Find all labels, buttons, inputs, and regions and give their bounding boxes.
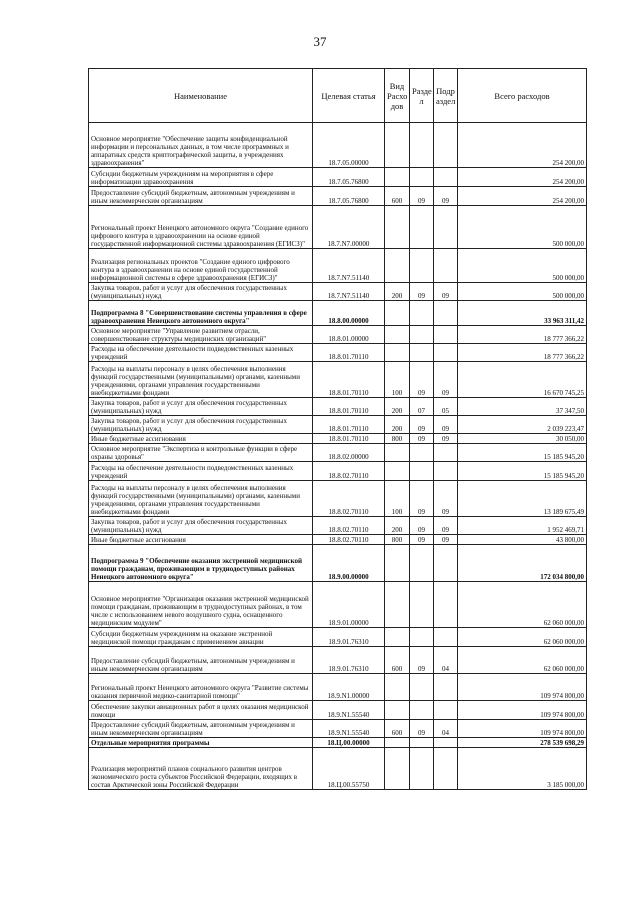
row-total: 3 185 000,00	[458, 748, 587, 790]
row-subsection	[434, 748, 458, 790]
row-target-article: 18.8.02.70110	[313, 517, 385, 535]
row-name: Расходы на выплаты персоналу в целях обеспечения выполнения функций государственными (муниципальными) органами, казенными учреждениями, органами управления государственными внебюджетными фондами	[89, 362, 313, 398]
row-subsection	[434, 628, 458, 647]
row-name: Закупка товаров, работ и услуг для обеспечения государственных (муниципальных) нужд	[89, 283, 313, 301]
header-total-expenses: Всего расходов	[458, 69, 587, 123]
row-section: 07	[410, 398, 434, 416]
row-name: Обеспечение закупки авиационных работ в целях оказания медицинской помощи	[89, 701, 313, 720]
row-expense-type	[385, 206, 410, 249]
row-section	[410, 206, 434, 249]
row-total: 62 060 000,00	[458, 647, 587, 674]
row-name: Закупка товаров, работ и услуг для обеспечения государственных (муниципальных) нужд	[89, 398, 313, 416]
row-subsection: 09	[434, 283, 458, 301]
row-target-article: 18.7.05.00000	[313, 123, 385, 168]
row-total: 33 963 311,42	[458, 301, 587, 326]
table-row	[89, 444, 587, 462]
row-total: 18 777 366,22	[458, 344, 587, 362]
row-subsection	[434, 123, 458, 168]
table-row	[89, 701, 587, 720]
row-name: Иные бюджетные ассигнования	[89, 434, 313, 444]
table-row	[89, 249, 587, 283]
row-total: 37 347,50	[458, 398, 587, 416]
row-name: Региональный проект Ненецкого автономного округа "Развитие системы оказания первичной медико-санитарной помощи"	[89, 674, 313, 701]
row-name: Региональный проект Ненецкого автономного округа "Создание единого цифрового контура в здравоохранении на основе единой государственной информационной системы здравоохранения (ЕГИСЗ)"	[89, 206, 313, 249]
table-row	[89, 187, 587, 206]
row-subsection	[434, 168, 458, 187]
row-section	[410, 674, 434, 701]
row-target-article: 18.8.01.70110	[313, 398, 385, 416]
row-expense-type	[385, 462, 410, 481]
row-subsection: 09	[434, 517, 458, 535]
row-name: Отдельные мероприятия программы	[89, 738, 313, 748]
row-total: 30 050,00	[458, 434, 587, 444]
row-target-article: 18.8.02.00000	[313, 444, 385, 462]
row-name: Расходы на обеспечение деятельности подведомственных казенных учреждений	[89, 344, 313, 362]
row-expense-type	[385, 301, 410, 326]
row-section	[410, 462, 434, 481]
row-name: Основное мероприятие "Управление развитием отрасли, совершенствование структуры медицинских организаций"	[89, 326, 313, 344]
row-name: Основное мероприятие "Экспертиза и контрольные функции в сфере охраны здоровья"	[89, 444, 313, 462]
row-subsection	[434, 545, 458, 582]
row-subsection	[434, 344, 458, 362]
row-subsection: 09	[434, 416, 458, 434]
row-name: Предоставление субсидий бюджетным, автономным учреждениям и иным некоммерческим организациям	[89, 187, 313, 206]
row-target-article: 18.7.N7.51140	[313, 249, 385, 283]
row-name: Реализация мероприятий планов социального развития центров экономического роста субъектов Российской Федерации, входящих в состав Арктической зоны Российской Федерации	[89, 748, 313, 790]
row-subsection	[434, 462, 458, 481]
row-subsection: 09	[434, 362, 458, 398]
table-row	[89, 462, 587, 481]
row-target-article: 18.9.01.76310	[313, 628, 385, 647]
row-expense-type: 200	[385, 283, 410, 301]
table-row	[89, 283, 587, 301]
row-total: 16 670 745,25	[458, 362, 587, 398]
row-name: Иные бюджетные ассигнования	[89, 535, 313, 545]
row-target-article: 18.9.01.00000	[313, 582, 385, 628]
row-total: 254 200,00	[458, 187, 587, 206]
row-expense-type	[385, 674, 410, 701]
row-section: 09	[410, 647, 434, 674]
row-section	[410, 748, 434, 790]
table-row	[89, 416, 587, 434]
page-number: 37	[313, 34, 327, 49]
row-expense-type	[385, 344, 410, 362]
table-row	[89, 481, 587, 517]
row-section	[410, 344, 434, 362]
row-expense-type: 800	[385, 535, 410, 545]
row-section	[410, 249, 434, 283]
row-expense-type: 200	[385, 517, 410, 535]
row-target-article: 18.8.02.70110	[313, 462, 385, 481]
table-row	[89, 301, 587, 326]
row-target-article: 18.Ц.00.00000	[313, 738, 385, 748]
row-total: 15 185 945,20	[458, 444, 587, 462]
row-section: 09	[410, 362, 434, 398]
row-target-article: 18.7.05.76800	[313, 168, 385, 187]
row-section	[410, 444, 434, 462]
row-name: Закупка товаров, работ и услуг для обеспечения государственных (муниципальных) нужд	[89, 416, 313, 434]
row-target-article: 18.9.01.76310	[313, 647, 385, 674]
table-row	[89, 398, 587, 416]
header-name: Наименование	[89, 69, 313, 123]
row-target-article: 18.8.01.70110	[313, 434, 385, 444]
table-row	[89, 344, 587, 362]
row-section: 09	[410, 481, 434, 517]
row-total: 172 034 800,00	[458, 545, 587, 582]
row-section	[410, 701, 434, 720]
row-subsection: 04	[434, 647, 458, 674]
row-subsection: 09	[434, 535, 458, 545]
row-section	[410, 545, 434, 582]
row-name: Закупка товаров, работ и услуг для обеспечения государственных (муниципальных) нужд	[89, 517, 313, 535]
row-section	[410, 738, 434, 748]
row-section	[410, 326, 434, 344]
header-section: Разде л	[410, 69, 434, 123]
row-target-article: 18.8.02.70110	[313, 535, 385, 545]
table-row	[89, 535, 587, 545]
row-section: 09	[410, 517, 434, 535]
row-name: Основное мероприятие "Организация оказания экстренной медицинской помощи гражданам, проживающим в труднодоступных районах, в том числе с использованием невого воздушного судна, оснащенного медицинским модулем"	[89, 582, 313, 628]
row-expense-type: 200	[385, 416, 410, 434]
row-total: 109 974 800,00	[458, 720, 587, 738]
row-section	[410, 628, 434, 647]
row-section: 09	[410, 434, 434, 444]
table-row	[89, 582, 587, 628]
row-subsection	[434, 301, 458, 326]
row-target-article: 18.7.N7.00000	[313, 206, 385, 249]
row-total: 13 189 675,49	[458, 481, 587, 517]
row-expense-type: 600	[385, 647, 410, 674]
row-target-article: 18.9.N1.00000	[313, 674, 385, 701]
row-name: Подпрограмма 9 "Обеспечение оказания экстренной медицинской помощи гражданам, проживающим в труднодоступных районах Ненецкого автономного округа"	[89, 545, 313, 582]
table-header-row	[89, 69, 587, 123]
row-expense-type	[385, 123, 410, 168]
row-subsection	[434, 701, 458, 720]
row-expense-type	[385, 748, 410, 790]
row-target-article: 18.8.01.70110	[313, 344, 385, 362]
row-total: 43 800,00	[458, 535, 587, 545]
row-target-article: 18.8.00.00000	[313, 301, 385, 326]
row-expense-type	[385, 628, 410, 647]
row-expense-type	[385, 738, 410, 748]
row-total: 109 974 800,00	[458, 701, 587, 720]
table-row	[89, 738, 587, 748]
table-row	[89, 720, 587, 738]
row-expense-type	[385, 582, 410, 628]
table-row	[89, 517, 587, 535]
row-expense-type: 100	[385, 362, 410, 398]
table-row	[89, 362, 587, 398]
row-total: 278 539 698,29	[458, 738, 587, 748]
row-name: Предоставление субсидий бюджетным, автономным учреждениям и иным некоммерческим организациям	[89, 720, 313, 738]
row-total: 62 060 000,00	[458, 628, 587, 647]
row-total: 1 952 469,71	[458, 517, 587, 535]
row-total: 18 777 366,22	[458, 326, 587, 344]
row-total: 62 060 000,00	[458, 582, 587, 628]
row-expense-type: 600	[385, 187, 410, 206]
row-expense-type	[385, 701, 410, 720]
row-subsection	[434, 444, 458, 462]
row-total: 500 000,00	[458, 249, 587, 283]
row-name: Основное мероприятие "Обеспечение защиты конфиденциальной информации и персональных данных, в том числе программных и аппаратных средств криптографической защиты, в учреждениях здравоохранения"	[89, 123, 313, 168]
row-target-article: 18.8.02.70110	[313, 481, 385, 517]
row-name: Расходы на выплаты персоналу в целях обеспечения выполнения функций государственными (муниципальными) органами, казенными учреждениями, органами управления государственными внебюджетными фондами	[89, 481, 313, 517]
row-subsection	[434, 582, 458, 628]
row-target-article: 18.9.N1.55540	[313, 720, 385, 738]
row-section: 09	[410, 187, 434, 206]
row-subsection: 04	[434, 720, 458, 738]
row-section: 09	[410, 416, 434, 434]
row-subsection	[434, 326, 458, 344]
row-target-article: 18.9.N1.55540	[313, 701, 385, 720]
row-subsection	[434, 738, 458, 748]
table-row	[89, 168, 587, 187]
header-expense-type: Вид Расхо дов	[385, 69, 410, 123]
row-name: Субсидии бюджетным учреждениям на оказание экстренной медицинской помощи гражданам с применением авиации	[89, 628, 313, 647]
row-name: Реализация региональных проектов "Создание единого цифрового контура в здравоохранении на основе единой государственной информационной системы в сфере здравоохранения (ЕГИСЗ)"	[89, 249, 313, 283]
row-total: 500 000,00	[458, 283, 587, 301]
row-section: 09	[410, 535, 434, 545]
row-expense-type	[385, 326, 410, 344]
row-expense-type	[385, 168, 410, 187]
row-expense-type	[385, 545, 410, 582]
row-subsection: 09	[434, 434, 458, 444]
row-total: 2 039 223,47	[458, 416, 587, 434]
row-section	[410, 168, 434, 187]
row-subsection: 09	[434, 187, 458, 206]
row-expense-type: 800	[385, 434, 410, 444]
table-row	[89, 206, 587, 249]
header-subsection: Подр аздел	[434, 69, 458, 123]
row-name: Субсидии бюджетным учреждениям на мероприятия в сфере информатизации здравоохранения	[89, 168, 313, 187]
header-target-article: Целевая статья	[313, 69, 385, 123]
row-section	[410, 582, 434, 628]
row-subsection: 09	[434, 481, 458, 517]
row-target-article: 18.9.00.00000	[313, 545, 385, 582]
row-total: 109 974 800,00	[458, 674, 587, 701]
row-name: Предоставление субсидий бюджетным, автономным учреждениям и иным некоммерческим организациям	[89, 647, 313, 674]
table-row	[89, 674, 587, 701]
row-total: 254 200,00	[458, 168, 587, 187]
row-total: 254 200,00	[458, 123, 587, 168]
row-section	[410, 123, 434, 168]
table-row	[89, 326, 587, 344]
row-expense-type	[385, 444, 410, 462]
table-row	[89, 434, 587, 444]
table-row	[89, 123, 587, 168]
table-row	[89, 545, 587, 582]
row-target-article: 18.8.01.00000	[313, 326, 385, 344]
row-subsection: 05	[434, 398, 458, 416]
table-body	[89, 123, 587, 790]
row-section: 09	[410, 283, 434, 301]
row-target-article: 18.7.N7.51140	[313, 283, 385, 301]
row-expense-type	[385, 249, 410, 283]
row-expense-type: 600	[385, 720, 410, 738]
table-row	[89, 748, 587, 790]
row-section: 09	[410, 720, 434, 738]
row-subsection	[434, 206, 458, 249]
row-target-article: 18.8.01.70110	[313, 362, 385, 398]
row-expense-type: 200	[385, 398, 410, 416]
row-section	[410, 301, 434, 326]
row-name: Подпрограмма 8 "Совершенствование системы управления в сфере здравоохранения Ненецкого автономного округа"	[89, 301, 313, 326]
row-target-article: 18.7.05.76800	[313, 187, 385, 206]
table-row	[89, 628, 587, 647]
row-target-article: 18.Ц.00.55750	[313, 748, 385, 790]
row-expense-type: 100	[385, 481, 410, 517]
row-target-article: 18.8.01.70110	[313, 416, 385, 434]
row-total: 15 185 945,20	[458, 462, 587, 481]
row-subsection	[434, 674, 458, 701]
row-total: 500 000,00	[458, 206, 587, 249]
table-row	[89, 647, 587, 674]
row-subsection	[434, 249, 458, 283]
row-name: Расходы на обеспечение деятельности подведомственных казенных учреждений	[89, 462, 313, 481]
budget-table	[88, 68, 587, 790]
